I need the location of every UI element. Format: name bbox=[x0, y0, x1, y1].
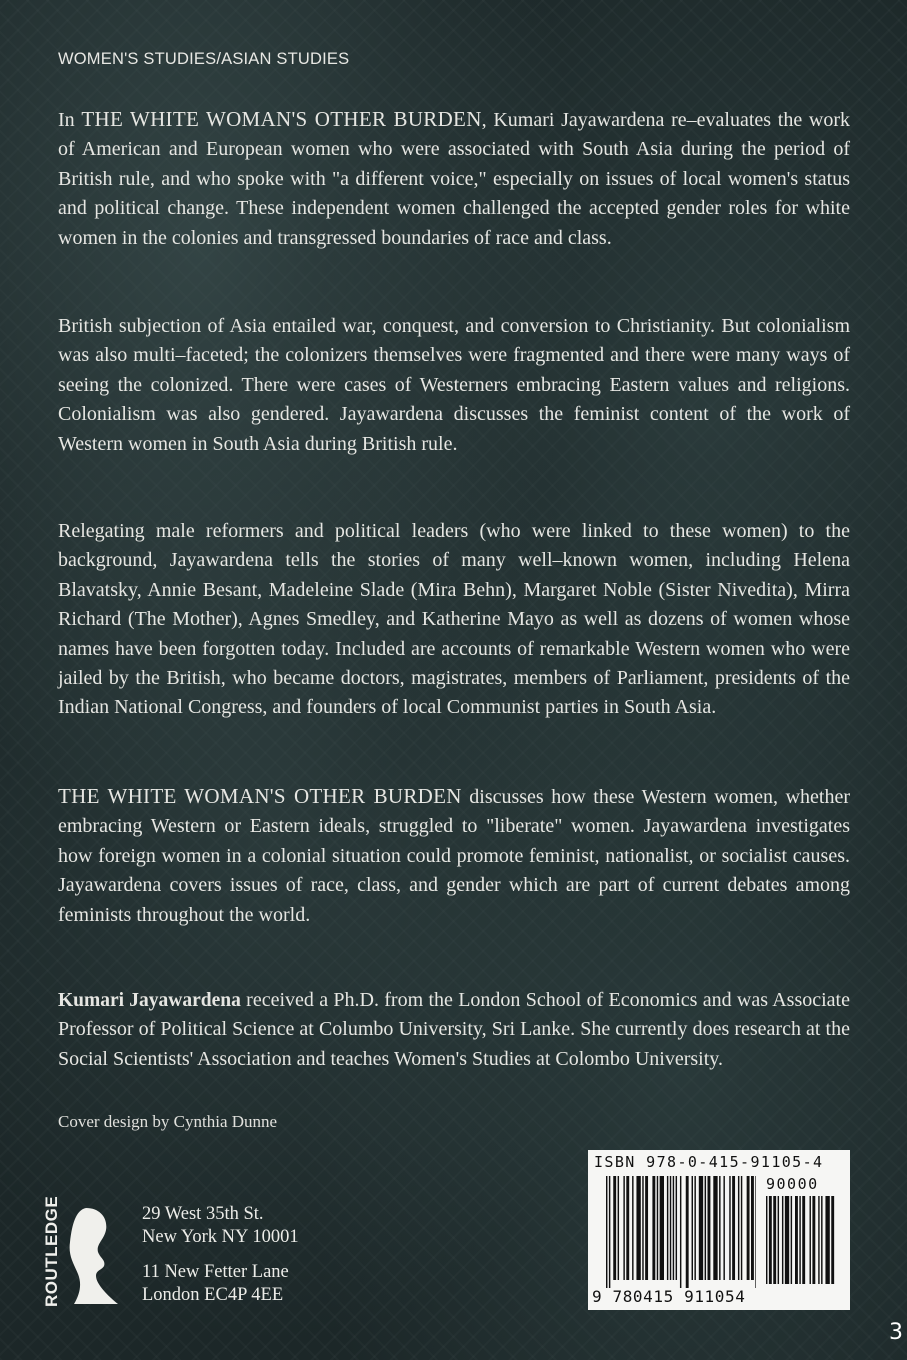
barcode-bar bbox=[676, 1176, 677, 1280]
paragraph-colonialism: British subjection of Asia entailed war, conquest, and conversion to Christianity. But colonialism was also multi–faceted; the colonizers themselves were fragmented and there were many ways of seeing the colonized. There were cases of Westerners embracing Eastern values and religions. Colonialism was also gendered. Jayawardena discusses the feminist content of the work of Western women in South Asia during British rule. bbox=[58, 315, 850, 455]
address-us-line-1: 29 West 35th St. bbox=[142, 1204, 264, 1224]
barcode-bar bbox=[645, 1176, 648, 1280]
barcode-bar bbox=[626, 1176, 629, 1280]
address-uk bbox=[142, 1261, 289, 1307]
barcode-bar bbox=[613, 1176, 616, 1280]
book-title-inline: THE WHITE WOMAN'S OTHER BURDEN bbox=[81, 107, 482, 131]
isbn-barcode bbox=[588, 1150, 850, 1310]
barcode-bar bbox=[708, 1176, 711, 1280]
barcode-bar bbox=[667, 1176, 668, 1280]
barcode-bar bbox=[680, 1176, 681, 1288]
intro-lead: In bbox=[58, 109, 82, 131]
barcode-bar bbox=[738, 1176, 739, 1280]
barcode-bar bbox=[755, 1176, 756, 1288]
barcode-bar bbox=[652, 1176, 655, 1280]
barcode-bar bbox=[606, 1176, 607, 1288]
barcode-bar bbox=[778, 1196, 779, 1284]
barcode-bar bbox=[623, 1176, 624, 1280]
barcode-bar bbox=[741, 1176, 742, 1280]
summary-text: discusses how these Western women, whether embracing Western or Eastern ideals, struggled to "liberate" women. Jayawardena investigates how foreign women in a colonial situation could promote feminist, nationalist, or socialist causes. Jayawardena covers issues of race, class, and gender which are part of current debates among feminists throughout the world. bbox=[58, 786, 850, 926]
edge-mark: 3 bbox=[889, 1320, 903, 1345]
barcode-bar bbox=[618, 1176, 619, 1280]
barcode-bar bbox=[732, 1176, 735, 1280]
barcode-bar bbox=[818, 1196, 819, 1284]
barcode-bar bbox=[821, 1196, 822, 1284]
barcode-bar bbox=[751, 1176, 754, 1280]
publisher-name: ROUTLEDGE bbox=[42, 1195, 61, 1307]
barcode-bar bbox=[719, 1176, 720, 1280]
paragraph-summary bbox=[58, 782, 850, 930]
barcode-bar bbox=[729, 1176, 730, 1280]
barcode-bar bbox=[699, 1176, 703, 1280]
barcode-bar bbox=[670, 1176, 671, 1280]
barcode-bar bbox=[795, 1196, 798, 1284]
barcode-bar bbox=[831, 1196, 834, 1284]
barcode-bar bbox=[766, 1196, 767, 1284]
ean-digits: 9 780415 911054 bbox=[592, 1287, 746, 1306]
ean-barcode-bars bbox=[606, 1176, 756, 1288]
isbn-label: ISBN 978-0-415-91105-4 bbox=[594, 1153, 824, 1171]
barcode-bar bbox=[692, 1176, 693, 1280]
barcode-bar bbox=[686, 1176, 689, 1288]
barcode-bar bbox=[694, 1176, 695, 1280]
barcode-bar bbox=[769, 1196, 772, 1284]
barcode-bar bbox=[791, 1196, 792, 1284]
category-label: WOMEN'S STUDIES/ASIAN STUDIES bbox=[58, 50, 350, 68]
paragraph-author-bio bbox=[58, 986, 850, 1074]
barcode-bar bbox=[810, 1196, 811, 1284]
barcode-bar bbox=[802, 1196, 805, 1284]
barcode-bar bbox=[673, 1176, 674, 1280]
address-uk-line-1: 11 New Fetter Lane bbox=[142, 1262, 289, 1282]
barcode-bar bbox=[657, 1176, 658, 1280]
barcode-bar bbox=[713, 1176, 717, 1280]
barcode-bar bbox=[782, 1196, 783, 1284]
barcode-bar bbox=[747, 1176, 750, 1280]
paragraph-women: Relegating male reformers and political leaders (who were linked to these women) to the background, Jayawardena tells the stories of many well–known women, including Helena Blavatsky, Annie Besant, Madeleine Slade (Mira Behn), Margaret Noble (Sister Nivedita), Mirra Richard (The Mother), Agnes Smedley, and Katherine Mayo as well as dozens of women whose names have been forgotten today. Included are accounts of remarkable Western women who were jailed by the British, who became doctors, magistrates, members of Parliament, presidents of the Indian National Congress, and founders of local Communist parties in South Asia. bbox=[58, 520, 850, 719]
addon-barcode-bars bbox=[766, 1196, 842, 1288]
barcode-bar bbox=[723, 1176, 724, 1280]
address-uk-line-2: London EC4P 4EE bbox=[142, 1285, 284, 1305]
paragraph-intro bbox=[58, 105, 850, 253]
barcode-bar bbox=[609, 1176, 610, 1288]
barcode-bar bbox=[632, 1176, 633, 1280]
book-title-inline: THE WHITE WOMAN'S OTHER BURDEN bbox=[58, 784, 462, 808]
barcode-bar bbox=[825, 1196, 829, 1284]
barcode-bar bbox=[773, 1196, 776, 1284]
cover-design-credit: Cover design by Cynthia Dunne bbox=[58, 1112, 278, 1131]
price-code: 90000 bbox=[766, 1175, 819, 1193]
barcode-bar bbox=[642, 1176, 643, 1280]
barcode-bar bbox=[660, 1176, 664, 1280]
barcode-bar bbox=[799, 1196, 800, 1284]
barcode-bar bbox=[705, 1176, 706, 1280]
address-us-line-2: New York NY 10001 bbox=[142, 1227, 299, 1247]
author-name: Kumari Jayawardena bbox=[58, 990, 241, 1011]
author-bio-text: received a Ph.D. from the London School of Economics and was Associate Professor of Political Science at Columbo University, Sri Lanke. She currently does research at the Social Scientists' Association and teaches Women's Studies at Colombo University. bbox=[58, 989, 850, 1070]
barcode-bar bbox=[812, 1196, 815, 1284]
address-us bbox=[142, 1203, 299, 1249]
barcode-bar bbox=[636, 1176, 640, 1280]
intro-text: , Kumari Jayawardena re–evaluates the work of American and European women who were associated with South Asia during the period of British rule, and who spoke with "a different voice," especially on issues of local women's status and political change. These independent women challenged the accepted gender roles for white women in the colonies and transgressed boundaries of race and class. bbox=[58, 109, 850, 249]
barcode-bar bbox=[785, 1196, 789, 1284]
